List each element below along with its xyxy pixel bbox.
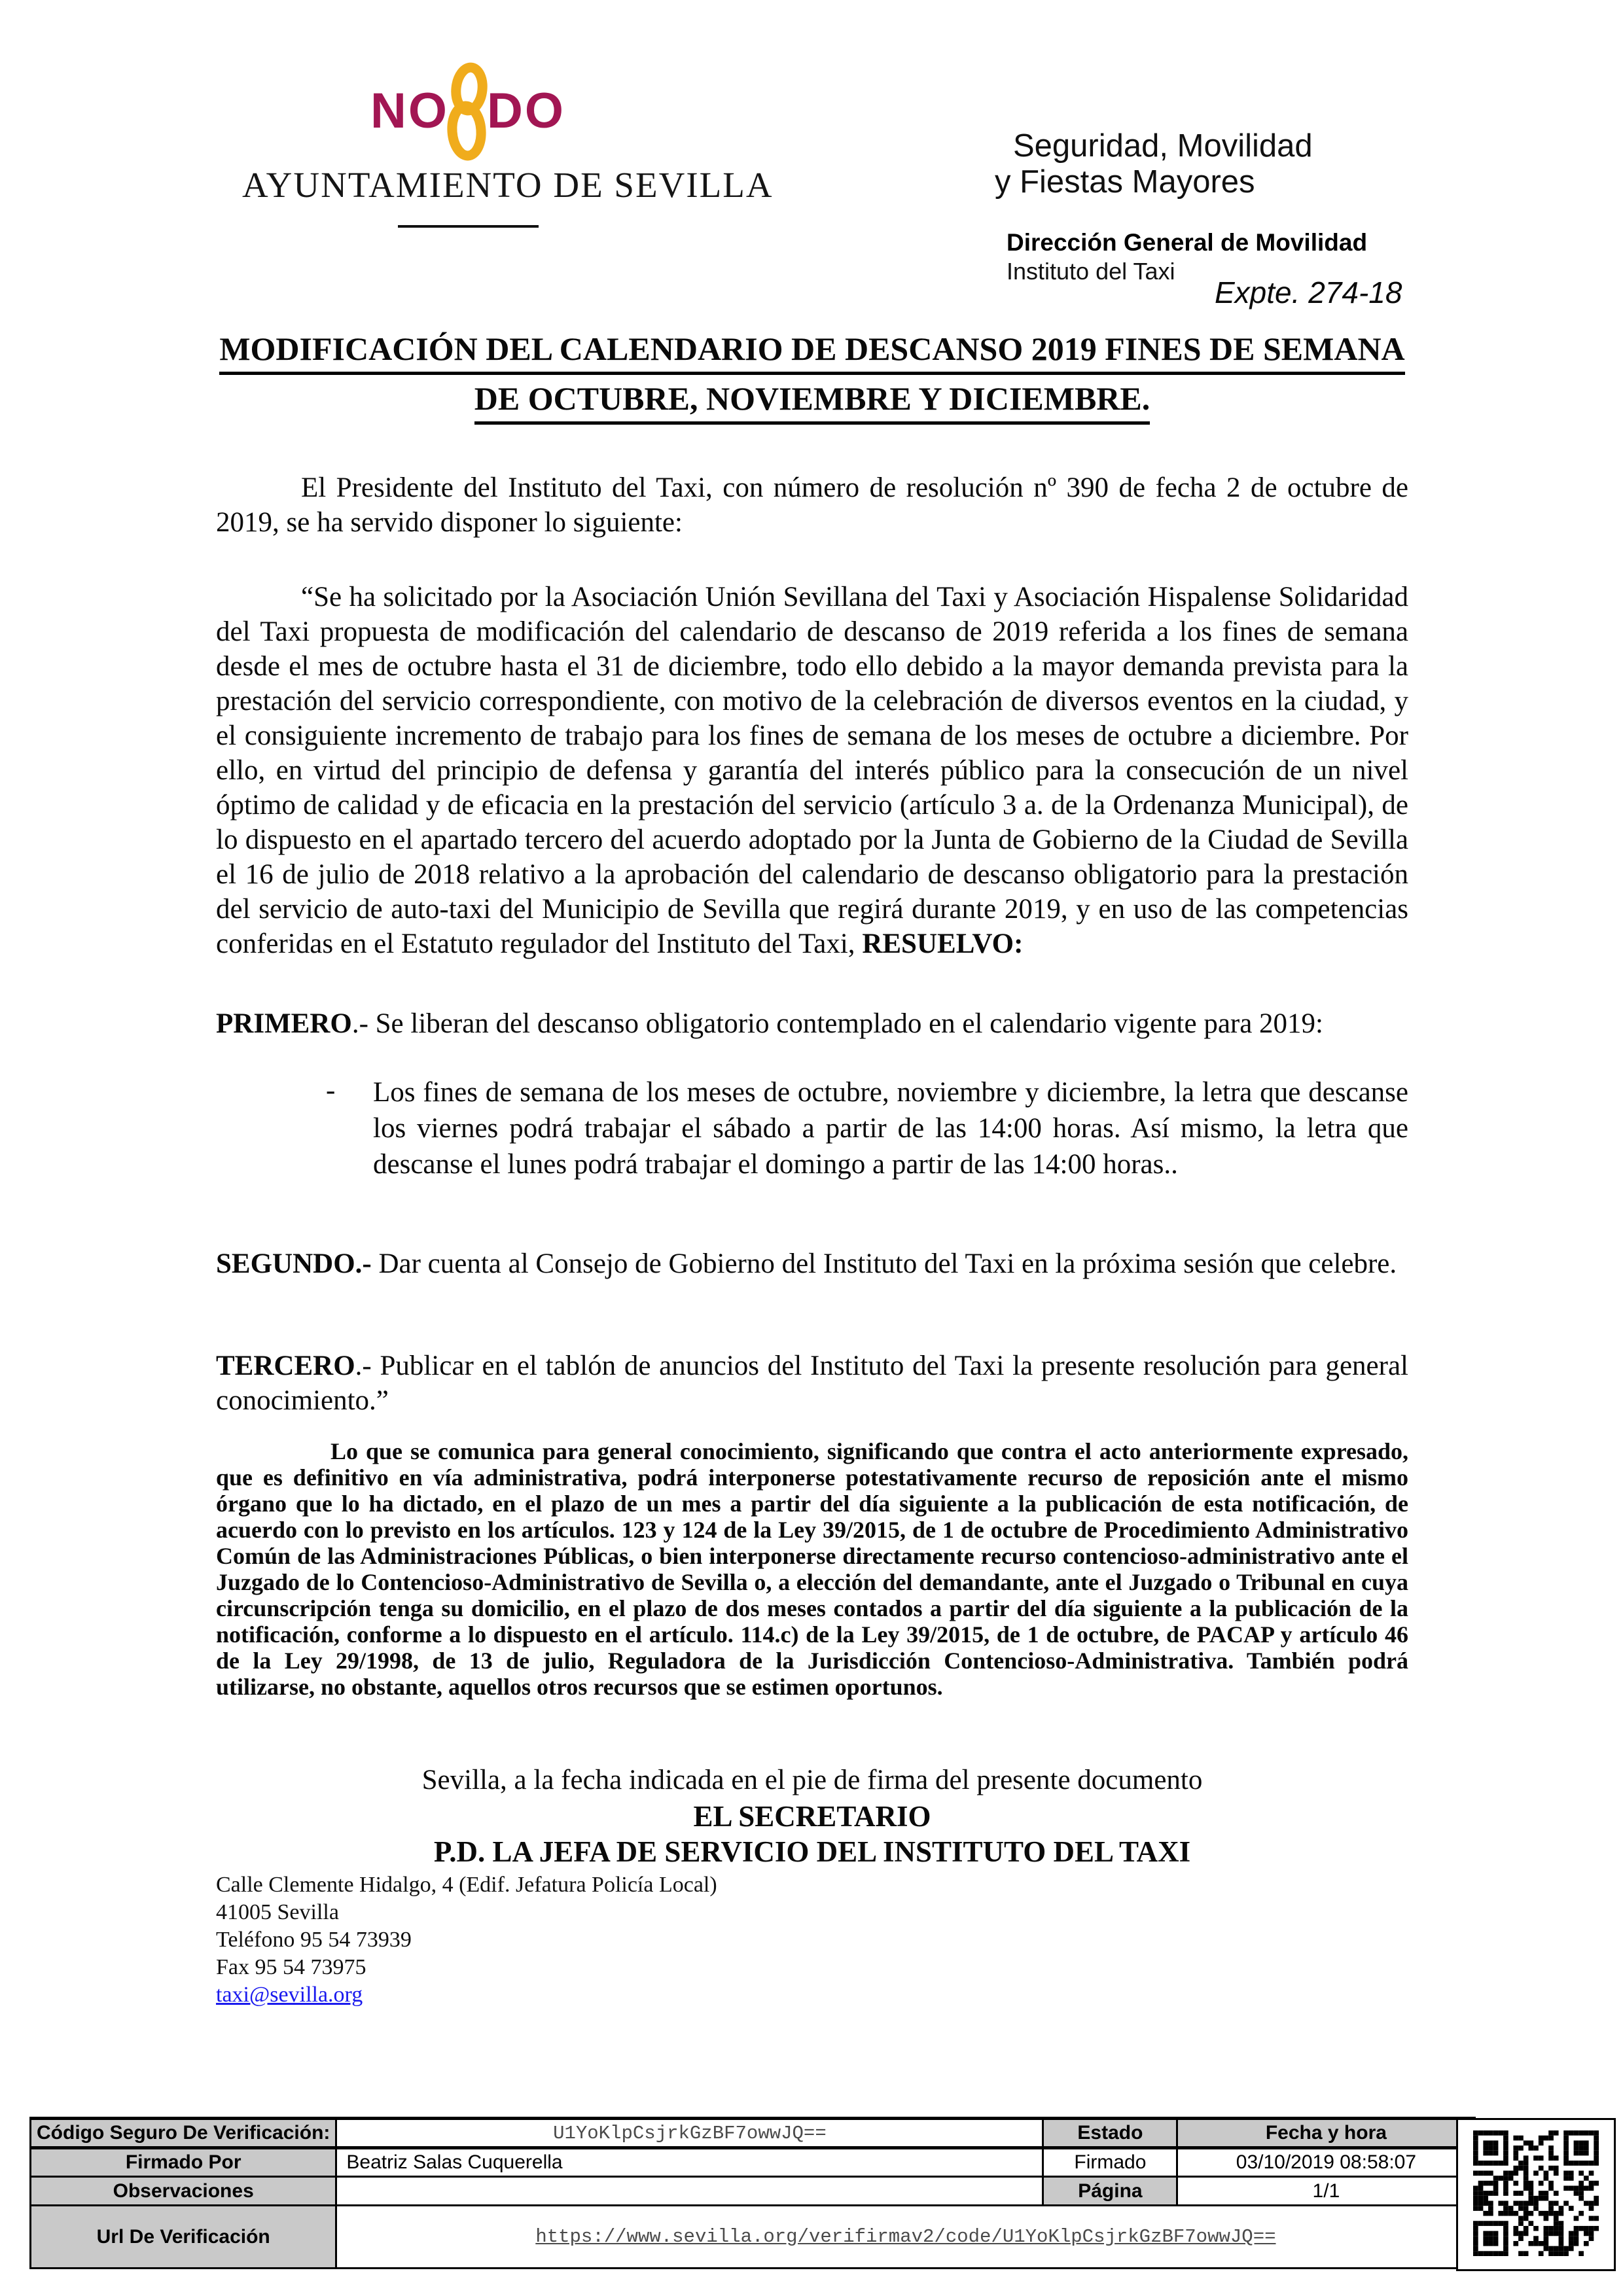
logo-underline [398,225,539,228]
document-title [216,329,1408,429]
bullet-dash: - [326,1075,336,1106]
firmado-por-label: Firmado Por [31,2148,336,2177]
tercero-label: TERCERO [216,1351,355,1381]
csv-label: Código Seguro De Verificación: [31,2119,336,2148]
place-and-date-line: Sevilla, a la fecha indicada en el pie de firma del presente documento [421,1765,1203,1795]
document-title-line2: DE OCTUBRE, NOVIEMBRE Y DICIEMBRE. [474,379,1150,425]
city-logo [242,62,774,228]
qr-code [1473,2130,1599,2259]
contact-phone: Teléfono 95 54 73939 [216,1928,412,1952]
department-line2: y Fiestas Mayores [995,164,1255,200]
observaciones-value [336,2177,1043,2206]
pagina-value: 1/1 [1177,2177,1475,2206]
point-segundo [216,1246,1408,1281]
segundo-text: Dar cuenta al Consejo de Gobierno del Instituto del Taxi en la próxima sesión que celebre. [371,1248,1397,1279]
verification-table [29,2117,1476,2269]
table-row [31,2206,1475,2269]
point-primero [216,1006,1408,1041]
verification-url-link[interactable]: https://www.sevilla.org/verifirmav2/code/U1YoKlpCsjrkGzBF7owwJQ== [535,2226,1276,2248]
expediente-number: Expte. 274-18 [1215,275,1402,309]
primero-text: .- Se liberan del descanso obligatorio contemplado en el calendario vigente para 2019: [351,1008,1323,1039]
fecha-value: 03/10/2019 08:58:07 [1177,2148,1475,2177]
paragraph-intro: El Presidente del Instituto del Taxi, con número de resolución nº 390 de fecha 2 de octubre de 2019, se ha servido disponer lo siguiente: [216,472,1408,538]
firmado-por-value: Beatriz Salas Cuquerella [336,2148,1043,2177]
department-line1: Seguridad, Movilidad [1013,128,1313,164]
segundo-label: SEGUNDO.- [216,1248,372,1279]
contact-fax: Fax 95 54 73975 [216,1955,366,1979]
legal-notice: Lo que se comunica para general conocimiento, significando que contra el acto anteriormente expresado, que es definitivo en vía administrativa, podrá interponerse potestativamente recurso de reposición ante el mismo órgano que lo ha dictado, en el plazo de un mes a partir del día siguiente a la publicación de esta notificación, de acuerdo con lo previsto en los artículos. 123 y 124 de la Ley 39/2015, de 1 de octubre de Procedimiento Administrativo Común de las Administraciones Públicas, o bien interponerse directamente recurso contencioso-administrativo ante el Juzgado de lo Contencioso-Administrativo de Sevilla o, a elección del demandante, ante el Juzgado o Tribunal en cuya circunscripción tenga su domicilio, en el plazo de dos meses contados a partir del día siguiente a la publicación de la notificación, conforme a lo dispuesto en el artículo. 114.c) de la Ley 39/2015, de 1 de octubre, de PACAP y artículo 46 de la Ley 29/1998, de 13 de julio, Reguladora de la Jurisdicción Contencioso-Administrativa. También podrá utilizarse, no obstante, aquellos otros recursos que se estimen oportunos. [216,1438,1408,1700]
observaciones-label: Observaciones [31,2177,336,2206]
bullet-item: Los fines de semana de los meses de octubre, noviembre y diciembre, la letra que descanse los viernes podrá trabajar el sábado a partir de las 14:00 horas. Así mismo, la letra que descanse el lunes podrá trabajar el domingo a partir de las 14:00 horas.. [373,1077,1408,1180]
url-cell [336,2206,1475,2269]
nosdo-do-text: DO [487,83,565,139]
paragraph-resolution [216,580,1408,961]
contact-block [216,1871,717,2009]
madeja-eight-icon [446,62,490,161]
department-name [995,128,1414,200]
signer-title-secretario: EL SECRETARIO [693,1800,931,1833]
estado-header: Estado [1043,2119,1177,2148]
paragraph-resolution-text: “Se ha solicitado por la Asociación Unión Sevillana del Taxi y Asociación Hispalense Solidaridad del Taxi propuesta de modificación del calendario de descanso de 2019 referida a los fines de semana desde el mes de octubre hasta el 31 de diciembre, todo ello debido a la mayor demanda prevista para la prestación del servicio correspondiente, con motivo de la celebración de diversos eventos en la ciudad, y el consiguiente incremento de trabajo para los fines de semana de los meses de octubre a diciembre. Por ello, en virtud del principio de defensa y garantía del interés público para la consecución de un nivel óptimo de calidad y de eficacia en la prestación del servicio (artículo 3 a. de la Ordenanza Municipal), de lo dispuesto en el apartado tercero del acuerdo adoptado por la Junta de Gobierno de la Ciudad de Sevilla el 16 de julio de 2018 relativo a la aprobación del calendario de descanso obligatorio para la prestación del servicio de auto-taxi del Municipio de Sevilla que regirá durante 2019, y en uso de las competencias conferidas en el Estatuto regulador del Instituto del Taxi, [216,582,1408,959]
qr-code-box [1456,2118,1616,2271]
table-row [31,2177,1475,2206]
table-row [31,2148,1475,2177]
table-row [31,2119,1475,2148]
direction-general: Dirección General de Movilidad [1007,229,1368,256]
resuelvo-keyword: RESUELVO: [862,928,1024,959]
pagina-label: Página [1043,2177,1177,2206]
fecha-header: Fecha y hora [1177,2119,1475,2148]
csv-value: U1YoKlpCsjrkGzBF7owwJQ== [336,2119,1043,2148]
estado-value: Firmado [1043,2148,1177,2177]
ayuntamiento-wordmark: AYUNTAMIENTO DE SEVILLA [242,165,774,205]
nosdo-no-text: NO [370,83,449,139]
nosdo-logo [242,62,694,160]
signer-title-jefa-servicio: P.D. LA JEFA DE SERVICIO DEL INSTITUTO DEL TAXI [433,1835,1191,1868]
tercero-text: .- Publicar en el tablón de anuncios del Instituto del Taxi la presente resolución para general conocimiento.” [216,1351,1408,1416]
primero-label: PRIMERO [216,1008,352,1039]
contact-address-line2: 41005 Sevilla [216,1900,339,1924]
contact-email-link[interactable]: taxi@sevilla.org [216,1983,363,2007]
institute-name: Instituto del Taxi [1007,258,1175,285]
url-label: Url De Verificación [31,2206,336,2269]
contact-address-line1: Calle Clemente Hidalgo, 4 (Edif. Jefatura Policía Local) [216,1873,717,1897]
point-tercero [216,1349,1408,1418]
document-title-line1: MODIFICACIÓN DEL CALENDARIO DE DESCANSO 2019 FINES DE SEMANA [219,329,1404,375]
